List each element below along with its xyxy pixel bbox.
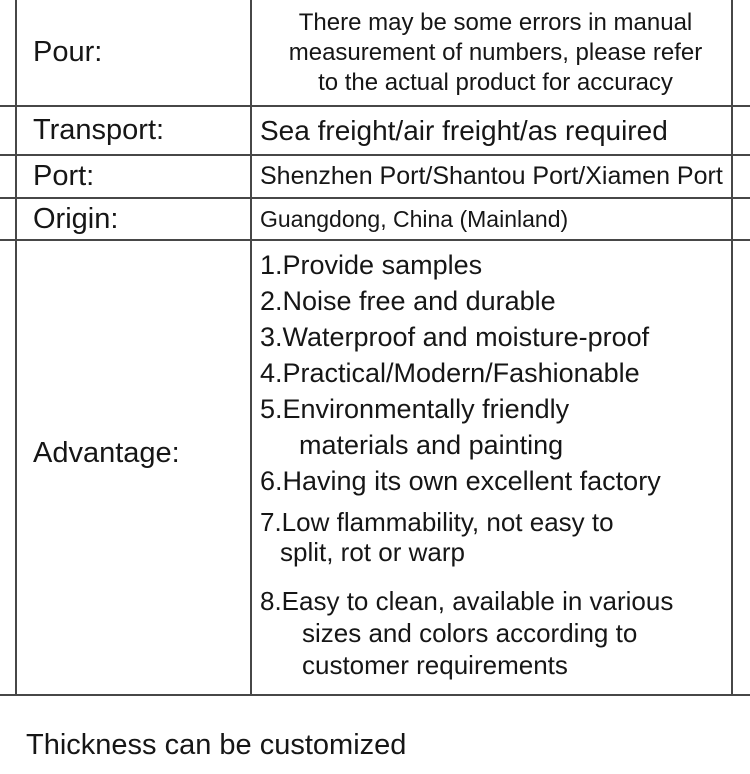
- spec-label-transport: [17, 107, 250, 154]
- spec-value-transport: [252, 107, 731, 154]
- spec-value-advantage: [252, 241, 731, 694]
- advantage-item-2: 2.Noise free and durable: [260, 286, 556, 316]
- advantage-item-3: 3.Waterproof and moisture-proof: [260, 322, 650, 352]
- spec-label-port: [17, 156, 250, 197]
- port-value-text: Shenzhen Port/Shantou Port/Xiamen Port: [260, 162, 723, 190]
- table-border-bottom: [0, 694, 750, 696]
- advantage-item-7-continued: split, rot or warp: [280, 537, 465, 567]
- spec-label-advantage: [17, 241, 250, 694]
- spec-value-port: [252, 156, 731, 197]
- pour-value-line: to the actual product for accuracy: [318, 68, 673, 96]
- advantage-item-5-continued: materials and painting: [299, 430, 564, 460]
- transport-value-text: Sea freight/air freight/as required: [260, 114, 668, 146]
- spec-label-port-text: Port:: [33, 160, 95, 192]
- spec-label-transport-text: Transport:: [33, 114, 165, 146]
- spec-value-pour: [252, 0, 731, 105]
- spec-label-origin: [17, 199, 250, 239]
- spec-label-advantage-text: Advantage:: [33, 437, 180, 469]
- advantage-item-7: 7.Low flammability, not easy to: [260, 507, 614, 537]
- advantage-item-6: 6.Having its own excellent factory: [260, 466, 661, 496]
- origin-value-text: Guangdong, China (Mainland): [260, 205, 569, 232]
- advantage-item-4: 4.Practical/Modern/Fashionable: [260, 358, 640, 388]
- advantage-item-8-continued: sizes and colors according to: [302, 618, 638, 648]
- spec-label-origin-text: Origin:: [33, 202, 119, 235]
- advantage-item-5: 5.Environmentally friendly: [260, 394, 570, 424]
- advantage-item-1: 1.Provide samples: [260, 250, 483, 280]
- spec-label-pour: [17, 0, 250, 105]
- advantage-item-8: 8.Easy to clean, available in various: [260, 586, 674, 616]
- pour-value-line: measurement of numbers, please refer: [288, 38, 703, 66]
- pour-value-line: There may be some errors in manual: [298, 8, 693, 36]
- spec-value-origin: [252, 199, 731, 239]
- advantage-item-8-continued: customer requirements: [302, 650, 568, 680]
- spec-label-pour-text: Pour:: [33, 36, 103, 68]
- table-border-right: [731, 0, 733, 696]
- thickness-caption: Thickness can be customized: [26, 729, 407, 761]
